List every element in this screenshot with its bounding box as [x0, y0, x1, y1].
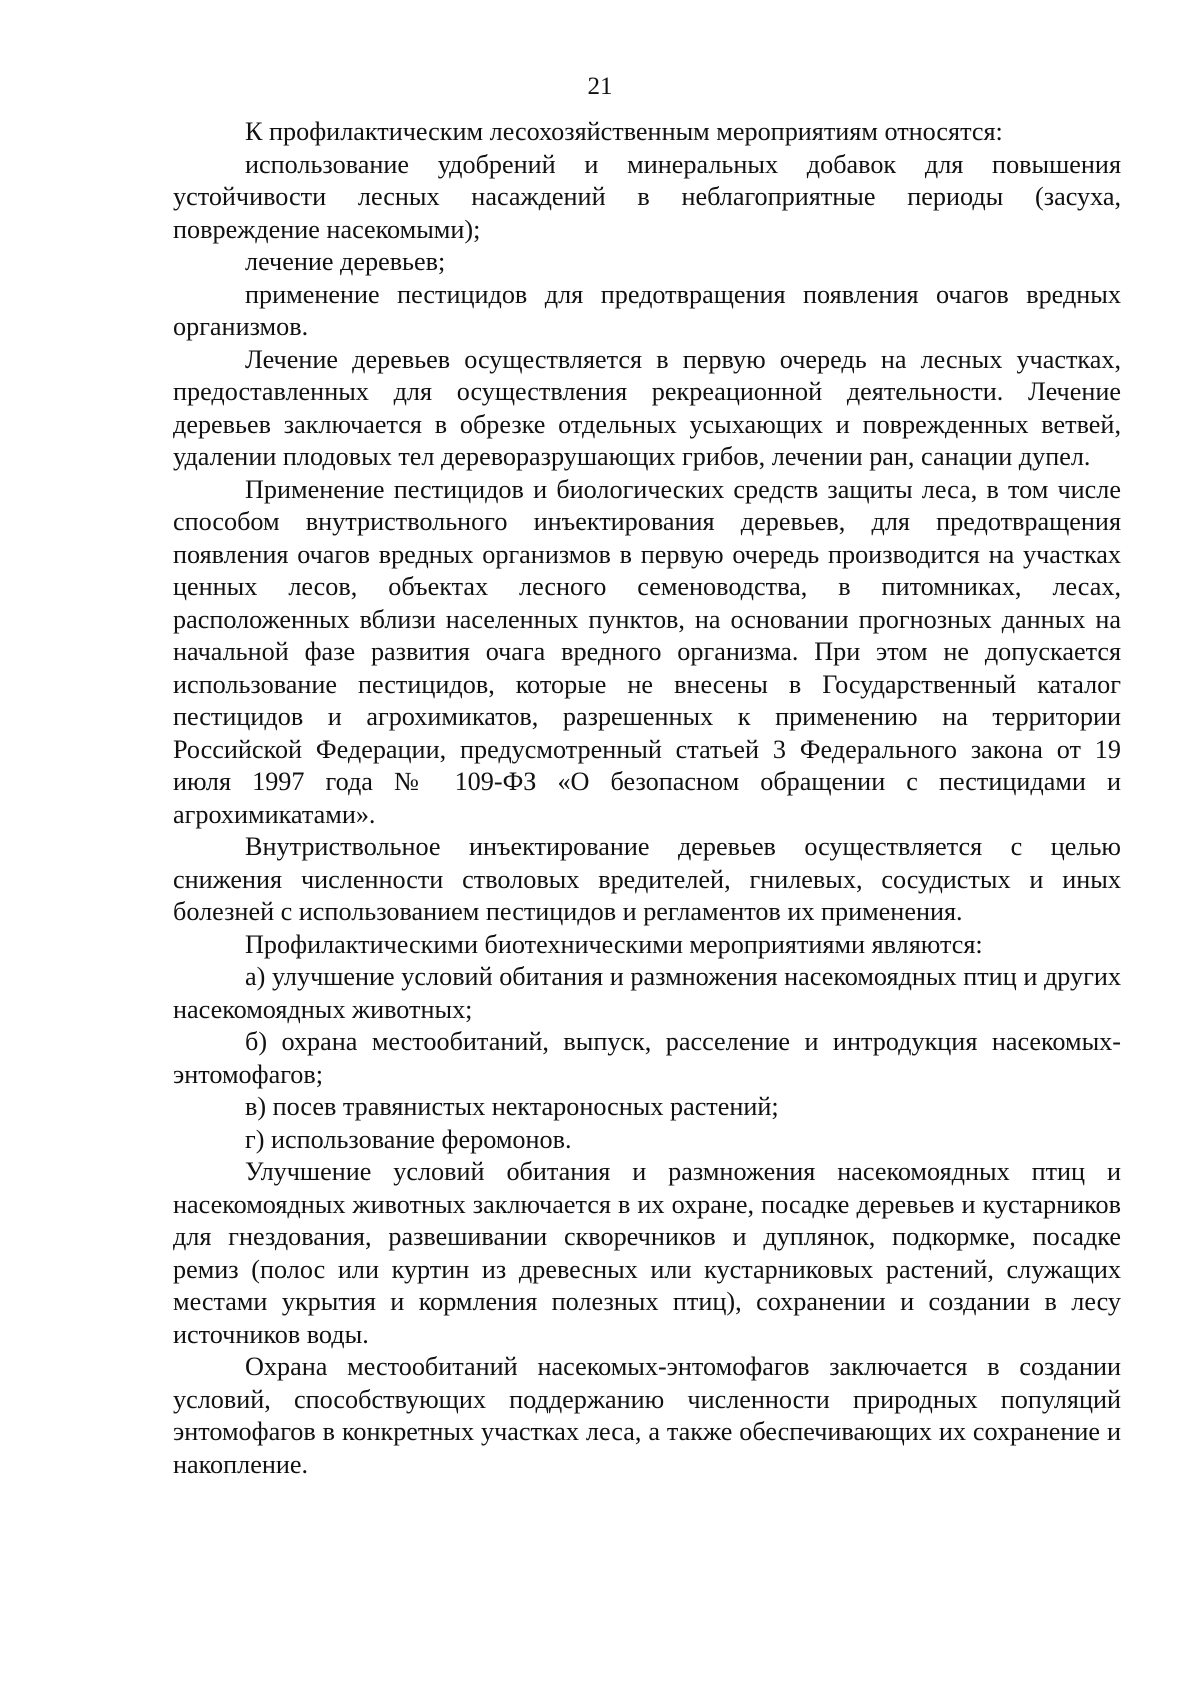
list-item: в) посев травянистых нектароносных растений; — [245, 1092, 779, 1121]
paragraph: использование удобрений и минеральных добавок для повышения устойчивости лесных насаждений в неблагоприятные периоды (засуха, повреждение насекомыми); — [173, 149, 1121, 244]
body-text — [173, 116, 1121, 1481]
paragraph: Профилактическими биотехническими мероприятиями являются: — [245, 929, 983, 959]
list-item: а) улучшение условий обитания и размножения насекомоядных птиц и других насекомоядных животных; — [173, 962, 1121, 1024]
paragraph: К профилактическим лесохозяйственным мероприятиям относятся: — [245, 117, 1003, 146]
paragraph: Применение пестицидов и биологических средств защиты леса, в том числе способом внутриствольного инъектирования деревьев, для предотвращения появления очагов вредных организмов в первую очередь производится на участках ценных лесов, объектах лесного семеноводства, в питомниках, лесах, расположенных вблизи населенных пунктов, на основании прогнозных данных на начальной фазе развития очага вредного организма. При этом не допускается использование пестицидов, которые не внесены в Государственный каталог пестицидов и агрохимикатов, разрешенных к применению на территории Российской Федерации, предусмотренный статьей 3 Федерального закона от 19 июля 1997 года № 109-ФЗ «О безопасном обращении с пестицидами и агрохимикатами». — [173, 474, 1121, 829]
page-number: 21 — [587, 73, 613, 100]
paragraph: Охрана местообитаний насекомых-энтомофагов заключается в создании условий, способствующих поддержанию численности природных популяций энтомофагов в конкретных участках леса, а также обеспечивающих их сохранение и накопление. — [173, 1352, 1121, 1479]
list-item: г) использование феромонов. — [245, 1124, 572, 1154]
paragraph: применение пестицидов для предотвращения появления очагов вредных организмов. — [173, 279, 1121, 341]
list-item: б) охрана местообитаний, выпуск, расселение и интродукция насекомых-энтомофагов; — [173, 1027, 1121, 1089]
paragraph: лечение деревьев; — [245, 247, 446, 276]
paragraph: Внутриствольное инъектирование деревьев осуществляется с целью снижения численности стволовых вредителей, гнилевых, сосудистых и иных болезней с использованием пестицидов и регламентов их применения. — [173, 832, 1121, 926]
paragraph: Лечение деревьев осуществляется в первую очередь на лесных участках, предоставленных для осуществления рекреационной деятельности. Лечение деревьев заключается в обрезке отдельных усыхающих и поврежденных ветвей, удалении плодовых тел дереворазрушающих грибов, лечении ран, санации дупел. — [173, 344, 1121, 471]
paragraph: Улучшение условий обитания и размножения насекомоядных птиц и насекомоядных животных заключается в их охране, посадке деревьев и кустарников для гнездования, развешивании скворечников и дуплянок, подкормке, посадке ремиз (полос или куртин из древесных или кустарниковых растений, служащих местами укрытия и кормления полезных птиц), сохранении и создании в лесу источников воды. — [173, 1157, 1121, 1349]
